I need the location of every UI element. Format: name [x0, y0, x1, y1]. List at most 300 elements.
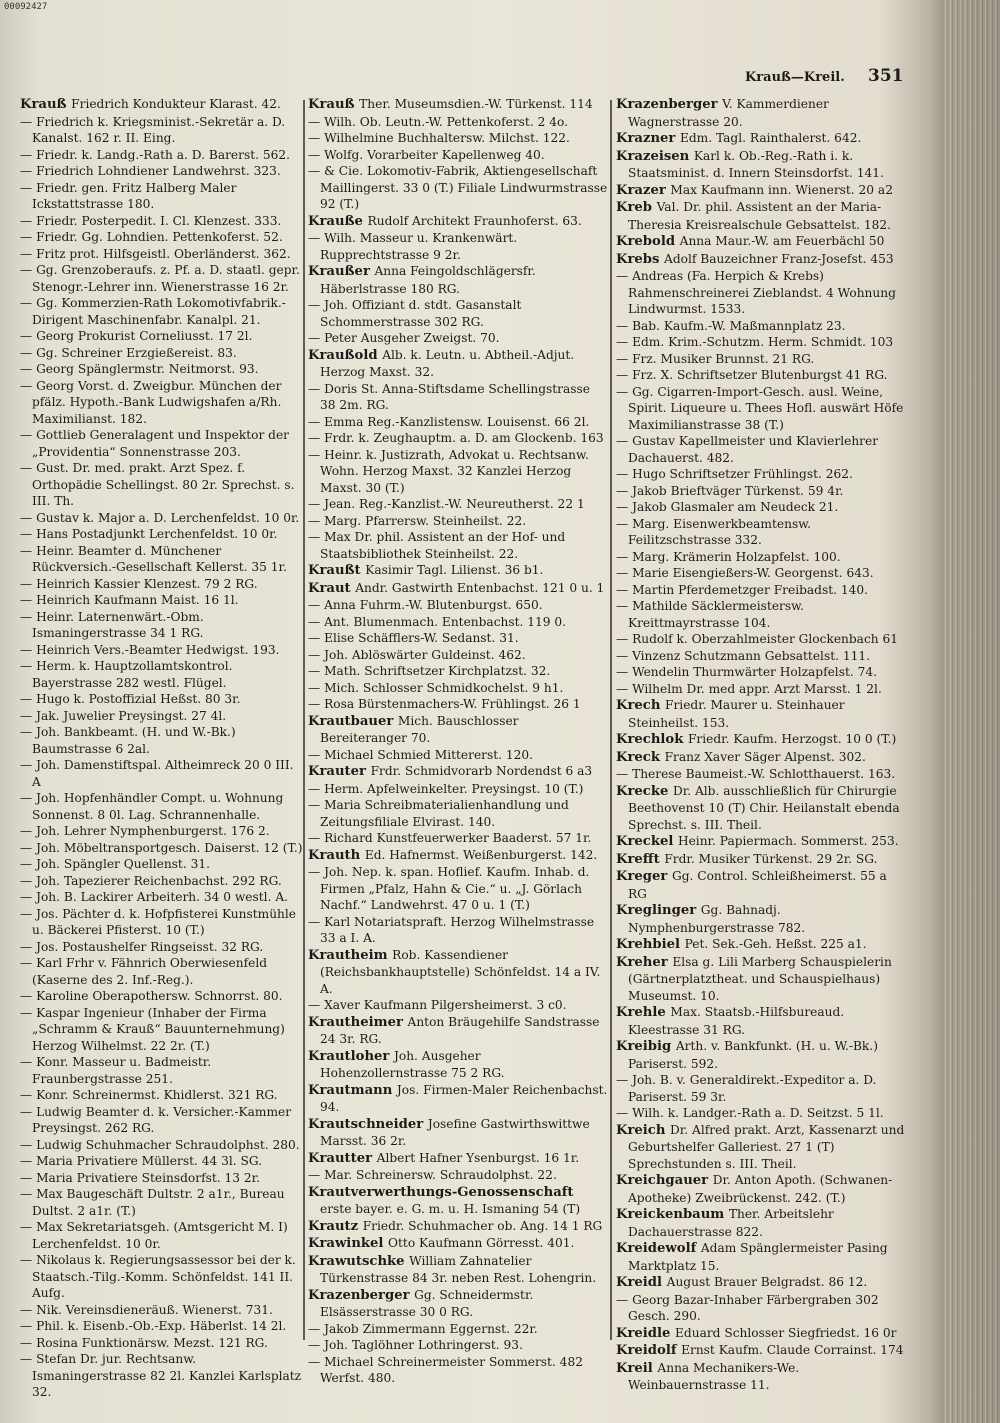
entry-surname: Krazenberger — [616, 97, 723, 112]
entry-surname: Krehbiel — [616, 937, 685, 952]
entry-text: Friedr. gen. Fritz Halberg Maler Ickstattstrasse 180. — [32, 180, 237, 211]
entry-text: Vinzenz Schutzmann Gebsattelst. 111. — [632, 648, 870, 663]
entry-text: Joh. Bankbeamt. (H. und W.-Bk.) Baumstrasse 6 2al. — [32, 725, 236, 756]
entry-surname: Krazner — [616, 131, 680, 146]
entry-text: Heinr. Papiermach. Sommerst. 253. — [677, 834, 899, 848]
entry-surname: Krautheim — [308, 947, 393, 963]
directory-entry — [616, 1072, 908, 1105]
entry-text: Wilhelmine Buchhaltersw. Milchst. 122. — [324, 131, 570, 145]
entry-surname: Kreckel — [616, 834, 678, 849]
directory-entry — [20, 1351, 303, 1401]
entry-text: Wilh. Masseur u. Krankenwärt. Rupprechtstrasse 9 2r. — [320, 231, 518, 262]
directory-entry — [20, 1054, 303, 1087]
directory-entry — [308, 864, 608, 914]
entry-text: Ther. Arbeitslehr Dachauerstrasse 822. — [628, 1207, 834, 1239]
entry-surname: Kreil — [616, 1360, 658, 1376]
directory-entry — [20, 642, 303, 659]
directory-entry — [308, 381, 608, 414]
entry-surname: Kreich — [616, 1122, 671, 1138]
entry-text: Gg. Grenzoberaufs. z. Pf. a. D. staatl. gepr. Stenogr.-Lehrer inn. Wienerstrasse 16 2r. — [32, 263, 300, 294]
entry-text: Marg. Eisenwerkbeamtensw. Feilitzschstrasse 332. — [628, 516, 812, 547]
directory-entry — [616, 433, 908, 466]
entry-text: Friedr. Gg. Lohndien. Pettenkoferst. 52. — [36, 230, 283, 244]
entry-surname: Kreger — [616, 869, 672, 884]
entry-text: Joh. Taglöhner Lothringerst. 93. — [324, 1338, 523, 1352]
entry-surname: Kraut — [308, 580, 356, 596]
directory-entry — [616, 351, 908, 368]
directory-entry — [308, 1235, 608, 1253]
directory-entry — [616, 731, 908, 749]
directory-entry — [308, 1321, 608, 1338]
entry-text: Joh. Lehrer Nymphenburgerst. 176 2. — [36, 824, 270, 838]
directory-entry — [308, 447, 608, 497]
entry-text: Ludwig Schuhmacher Schraudolphst. 280. — [36, 1137, 300, 1152]
entry-text: Joh. Offiziant d. stdt. Gasanstalt Schommerstrasse 302 RG. — [320, 298, 522, 329]
directory-entry — [308, 1167, 608, 1184]
entry-text: Max Sekretariatsgeh. (Amtsgericht M. I) Lerchenfeldst. 10 0r. — [32, 1220, 288, 1251]
directory-entry — [20, 790, 303, 823]
entry-text: Stefan Dr. jur. Rechtsanw. Ismaningerstrasse 82 2l. Kanzlei Karlsplatz 32. — [32, 1352, 302, 1399]
directory-entry — [308, 663, 608, 680]
directory-entry — [308, 1287, 608, 1321]
entry-text: Michael Schreinermeister Sommerst. 482 Werfst. 480. — [320, 1354, 583, 1385]
entry-text: Jos. Firmen-Maler Reichenbachst. 94. — [320, 1082, 608, 1114]
entry-text: Joh. Spängler Quellenst. 31. — [36, 857, 210, 871]
directory-entry — [616, 1240, 908, 1274]
entry-text: Marg. Krämerin Holzapfelst. 100. — [632, 549, 841, 564]
entry-text: Heinr. k. Justizrath, Advokat u. Rechtsanw. Wohn. Herzog Maxst. 32 Kanzlei Herzog Maxst. 30 (T.) — [320, 447, 589, 495]
entry-surname: Kreidolf — [616, 1343, 682, 1358]
entry-text: Mich. Schlosser Schmidkochelst. 9 h1. — [324, 680, 564, 695]
entry-text: Joh. Ausgeher Hohenzollernstrasse 75 2 RG. — [320, 1048, 505, 1080]
directory-entry — [308, 263, 608, 297]
entry-surname: Kreck — [616, 749, 665, 765]
directory-entry — [20, 840, 303, 857]
entry-surname: Krazeisen — [616, 148, 694, 164]
directory-entry — [20, 658, 303, 691]
directory-entry — [308, 529, 608, 562]
entry-text: Gg. Schneidermstr. Elsässerstrasse 30 0 RG. — [320, 1287, 534, 1319]
entry-surname: Krauße — [308, 213, 368, 229]
scan-id: 00092427 — [4, 2, 48, 12]
directory-entry — [308, 147, 608, 164]
directory-entry — [308, 1354, 608, 1387]
entry-text: Jean. Reg.-Kanzlist.-W. Neureutherst. 22 1 — [324, 497, 585, 511]
entry-surname: Krawinkel — [308, 1236, 389, 1251]
directory-entry — [616, 681, 908, 698]
directory-entry — [616, 1360, 908, 1394]
entry-text: Edm. Krim.-Schutzm. Herm. Schmidt. 103 — [632, 335, 894, 349]
entry-text: Marg. Pfarrersw. Steinheilst. 22. — [324, 513, 527, 528]
entry-text: Pet. Sek.-Geh. Heßst. 225 a1. — [684, 937, 867, 951]
entry-text: Elise Schäfflers-W. Sedanst. 31. — [324, 631, 519, 645]
entry-text: Friedrich Kondukteur Klarast. 42. — [71, 97, 281, 111]
entry-text: Nikolaus k. Regierungsassessor bei der k. Staatsch.-Tilg.-Komm. Schönfeldst. 141 II. Aufg. — [32, 1253, 296, 1300]
directory-entry — [20, 213, 303, 230]
entry-text: Frdr. k. Zeughauptm. a. D. am Glockenb. 163 — [324, 431, 604, 445]
directory-entry — [20, 724, 303, 757]
directory-entry — [616, 1292, 908, 1325]
page-number: 351 — [868, 66, 904, 86]
directory-entry — [308, 830, 608, 847]
directory-entry — [616, 664, 908, 681]
entry-text: Ant. Blumenmach. Entenbachst. 119 0. — [324, 614, 567, 629]
entry-text: Friedrich Lohndiener Landwehrst. 323. — [36, 164, 281, 178]
directory-entry — [308, 1218, 608, 1236]
directory-entry — [308, 213, 608, 231]
entry-text: Frz. Musiker Brunnst. 21 RG. — [632, 351, 815, 366]
entry-text: Mich. Bauschlosser Bereiteranger 70. — [320, 713, 519, 745]
directory-entry — [308, 1253, 608, 1287]
directory-entry — [20, 906, 303, 939]
entry-surname: Krawutschke — [308, 1253, 410, 1269]
directory-entry — [616, 516, 908, 549]
directory-entry — [308, 513, 608, 530]
directory-entry — [308, 696, 608, 713]
entry-text: Karl Notariatspraft. Herzog Wilhelmstrasse 33 a I. A. — [320, 914, 595, 945]
entry-text: Anna Mechanikers-We. Weinbauernstrasse 11. — [628, 1360, 800, 1392]
entry-text: Xaver Kaufmann Pilgersheimerst. 3 c0. — [324, 998, 567, 1012]
directory-entry — [308, 997, 608, 1014]
directory-entry — [20, 691, 303, 708]
directory-entry — [308, 614, 608, 631]
directory-entry — [616, 1206, 908, 1240]
directory-entry — [616, 233, 908, 251]
directory-entry — [308, 1048, 608, 1082]
entry-surname: Kraußt — [308, 563, 366, 578]
entry-text: Arth. v. Bankfunkt. (H. u. W.-Bk.) Pariserst. 592. — [628, 1039, 878, 1071]
directory-entry — [308, 330, 608, 347]
directory-entry — [20, 1186, 303, 1219]
entry-surname: Krech — [616, 698, 666, 713]
directory-entry — [308, 781, 608, 798]
entry-text: Edm. Tagl. Rainthalerst. 642. — [679, 131, 862, 145]
entry-surname: Kreher — [616, 954, 673, 970]
entry-text: Gg. Bahnadj. Nymphenburgerstrasse 782. — [628, 903, 806, 935]
entry-text: Eduard Schlosser Siegfriedst. 16 0r — [675, 1325, 897, 1340]
directory-entry — [616, 199, 908, 233]
directory-entry — [308, 947, 608, 998]
directory-entry — [616, 565, 908, 582]
directory-entry — [20, 378, 303, 428]
entry-surname: Kreichgauer — [616, 1173, 713, 1188]
directory-entry — [308, 347, 608, 381]
entry-surname: Krautz — [308, 1218, 363, 1234]
entry-text: Joh. Tapezierer Reichenbachst. 292 RG. — [36, 873, 282, 888]
entry-text: Joh. Ablöswärter Guldeinst. 462. — [324, 647, 526, 662]
directory-entry — [20, 163, 303, 180]
entry-text: Karl Frhr v. Fähnrich Oberwiesenfeld (Kaserne des 2. Inf.-Reg.). — [32, 956, 268, 987]
entry-text: Karl k. Ob.-Reg.-Rath i. k. Staatsminist. d. Innern Steinsdorfst. 141. — [628, 148, 884, 180]
entry-text: Heinrich Kassier Klenzest. 79 2 RG. — [36, 576, 258, 591]
entry-text: Wendelin Thurmwärter Holzapfelst. 74. — [632, 665, 877, 679]
directory-entry — [616, 697, 908, 731]
entry-text: Adolf Bauzeichner Franz-Josefst. 453 — [664, 251, 894, 266]
entry-text: August Brauer Belgradst. 86 12. — [666, 1275, 868, 1289]
directory-entry — [616, 96, 908, 130]
entry-surname: Krazenberger — [308, 1287, 415, 1303]
entry-text: Andreas (Fa. Herpich & Krebs) Rahmenschreinerei Zieblandst. 4 Wohnung Lindwurmst. 1533. — [628, 269, 896, 316]
directory-entry — [616, 182, 908, 200]
entry-text: Rosa Bürstenmachers-W. Frühlingst. 26 1 — [324, 697, 581, 711]
entry-text: Albert Hafner Ysenburgst. 16 1r. — [376, 1150, 580, 1165]
entry-text: Phil. k. Eisenb.-Ob.-Exp. Häberlst. 14 2l. — [36, 1319, 287, 1333]
directory-entry — [308, 1116, 608, 1150]
directory-entry — [308, 96, 608, 114]
directory-entry — [616, 598, 908, 631]
directory-entry — [20, 576, 303, 593]
entry-text: Max Kaufmann inn. Wienerst. 20 a2 — [670, 182, 893, 197]
entry-text: Friedr. Kaufm. Herzogst. 10 0 (T.) — [687, 732, 897, 746]
entry-text: Heinr. Beamter d. Münchener Rückversich.-Gesellschaft Kellerst. 35 1r. — [32, 543, 287, 574]
entry-text: Joh. B. v. Generaldirekt.-Expeditor a. D. Pariserst. 59 3r. — [628, 1073, 877, 1104]
entry-text: Joh. Möbeltransportgesch. Daiserst. 12 (T.) — [36, 840, 303, 855]
directory-entry — [20, 543, 303, 576]
entry-surname: Kreb — [616, 200, 657, 215]
entry-text: V. Kammerdiener Wagnerstrasse 20. — [628, 97, 829, 129]
entry-text: Otto Kaufmann Görresst. 401. — [388, 1236, 575, 1250]
directory-entry — [616, 749, 908, 767]
entry-text: Max Baugeschäft Dultstr. 2 a1r., Bureau Dultst. 2 a1r. (T.) — [32, 1187, 285, 1218]
entry-surname: Krefft — [616, 851, 665, 867]
directory-entry — [616, 367, 908, 384]
directory-entry — [308, 597, 608, 614]
entry-text: Gg. Control. Schleißheimerst. 55 a RG — [628, 869, 887, 901]
directory-entry — [616, 483, 908, 500]
entry-surname: Krauß — [308, 97, 360, 112]
directory-entry — [20, 1252, 303, 1302]
entry-text: Heinrich Vers.-Beamter Hedwigst. 193. — [36, 642, 280, 657]
entry-text: Gottlieb Generalagent und Inspektor der „Providentia“ Sonnenstrasse 203. — [32, 428, 289, 459]
column-rule — [610, 100, 612, 1340]
directory-entry — [20, 114, 303, 147]
directory-entry — [616, 1274, 908, 1292]
entry-surname: Krautbauer — [308, 713, 398, 729]
directory-entry — [20, 1302, 303, 1319]
entry-text: Fritz prot. Hilfsgeistl. Oberländerst. 362. — [36, 246, 291, 261]
entry-text: Konr. Masseur u. Badmeistr. Fraunbergstrasse 251. — [32, 1055, 212, 1086]
running-header: Krauß—Kreil. — [745, 70, 845, 85]
directory-entry — [20, 229, 303, 246]
directory-entry — [20, 939, 303, 956]
directory-entry — [20, 526, 303, 543]
directory-entry — [20, 246, 303, 263]
entry-text: Maria Privatiere Steinsdorfst. 13 2r. — [36, 1170, 261, 1185]
entry-text: Rudolf Architekt Fraunhoferst. 63. — [367, 213, 582, 228]
entry-text: Mar. Schreinersw. Schraudolphst. 22. — [324, 1168, 557, 1182]
directory-entry — [308, 680, 608, 697]
directory-entry — [616, 851, 908, 869]
entry-text: Max. Staatsb.-Hilfsbureaud. Kleestrasse 31 RG. — [628, 1005, 845, 1037]
directory-entry — [616, 1172, 908, 1206]
entry-text: Herm. k. Hauptzollamtskontrol. Bayerstrasse 282 westl. Flügel. — [32, 659, 233, 690]
entry-text: Richard Kunstfeuerwerker Baaderst. 57 1r. — [324, 831, 592, 845]
directory-column-1 — [20, 96, 303, 1399]
directory-entry — [20, 427, 303, 460]
entry-text: William Zahnatelier Türkenstrasse 84 3r. neben Rest. Lohengrin. — [320, 1253, 597, 1285]
entry-text: Hugo k. Postoffizial Heßst. 80 3r. — [36, 692, 241, 706]
entry-text: Hans Postadjunkt Lerchenfeldst. 10 0r. — [36, 527, 278, 541]
entry-text: Gg. Cigarren-Import-Gesch. ausl. Weine, Spirit. Liqueure u. Thees Hofl. auswärt Höfe Maximilianstrasse 38 (T.) — [628, 384, 904, 432]
entry-text: Rosina Funktionärsw. Mezst. 121 RG. — [36, 1335, 268, 1350]
directory-entry — [308, 797, 608, 830]
directory-entry — [308, 562, 608, 580]
directory-entry — [308, 1150, 608, 1168]
entry-text: Alb. k. Leutn. u. Abtheil.-Adjut. Herzog Maxst. 32. — [320, 347, 575, 379]
entry-text: Jakob Zimmermann Eggernst. 22r. — [324, 1321, 538, 1336]
entry-text: Friedr. Posterpedit. I. Cl. Klenzest. 333. — [36, 213, 282, 228]
directory-entry — [616, 334, 908, 351]
entry-text: Jos. Postaushelfer Ringseisst. 32 RG. — [36, 939, 264, 954]
entry-surname: Krautschneider — [308, 1116, 428, 1132]
directory-entry — [616, 466, 908, 483]
directory-entry — [308, 414, 608, 431]
entry-text: Doris St. Anna-Stiftsdame Schellingstrasse 38 2m. RG. — [320, 381, 590, 412]
entry-surname: Krautheimer — [308, 1014, 408, 1030]
directory-entry — [20, 823, 303, 840]
directory-entry — [308, 763, 608, 781]
entry-text: Jakob Brieftväger Türkenst. 59 4r. — [632, 483, 844, 498]
entry-surname: Krautverwerthungs-Genossenschaft — [308, 1184, 574, 1200]
directory-entry — [20, 1219, 303, 1252]
directory-entry — [308, 1082, 608, 1116]
directory-entry — [308, 580, 608, 598]
entry-surname: Krecke — [616, 783, 673, 799]
entry-text: Joh. B. Lackirer Arbeiterh. 34 0 westl. A. — [36, 890, 288, 904]
entry-surname: Kreickenbaum — [616, 1207, 729, 1222]
entry-text: Friedr. k. Landg.-Rath a. D. Barerst. 562. — [36, 147, 290, 162]
directory-entry — [20, 345, 303, 362]
entry-text: Joh. Hopfenhändler Compt. u. Wohnung Sonnenst. 8 0l. Lag. Schrannenhalle. — [32, 791, 284, 822]
directory-entry — [20, 295, 303, 328]
directory-entry — [20, 147, 303, 164]
entry-text: Georg Spänglermstr. Neitmorst. 93. — [36, 362, 259, 376]
entry-surname: Kraußold — [308, 347, 383, 363]
entry-surname: Kreglinger — [616, 903, 701, 918]
directory-entry — [616, 954, 908, 1005]
entry-surname: Krauth — [308, 847, 365, 863]
entry-surname: Krautloher — [308, 1048, 394, 1064]
entry-text: Jakob Glasmaler am Neudeck 21. — [632, 500, 839, 514]
entry-text: Maria Schreibmaterialienhandlung und Zeitungsfiliale Elvirast. 140. — [320, 798, 569, 829]
directory-entry — [308, 496, 608, 513]
directory-entry — [20, 1137, 303, 1154]
entry-text: erste bayer. e. G. m. u. H. Ismaning 54 (T) — [320, 1202, 581, 1216]
directory-entry — [20, 1087, 303, 1104]
entry-text: Ed. Hafnermst. Weißenburgerst. 142. — [364, 847, 598, 862]
directory-entry — [616, 783, 908, 834]
directory-entry — [616, 1342, 908, 1360]
entry-text: Frdr. Schmidvorarb Nordendst 6 a3 — [370, 764, 593, 778]
directory-column-2 — [308, 96, 608, 1385]
entry-text: Georg Bazar-Inhaber Färbergraben 302 Gesch. 290. — [628, 1292, 879, 1323]
directory-entry — [616, 384, 908, 434]
directory-entry — [20, 856, 303, 873]
directory-entry — [616, 902, 908, 936]
directory-entry — [616, 148, 908, 182]
entry-text: Bab. Kaufm.-W. Maßmannplatz 23. — [632, 318, 846, 333]
directory-entry — [20, 1005, 303, 1055]
directory-entry — [616, 499, 908, 516]
entry-text: Gg. Kommerzien-Rath Lokomotivfabrik.-Dirigent Maschinenfabr. Kanalpl. 21. — [32, 296, 286, 327]
entry-text: Wilh. k. Landger.-Rath a. D. Seitzst. 5 1l. — [632, 1106, 884, 1120]
entry-text: Herm. Apfelweinkelter. Preysingst. 10 (T.) — [324, 781, 584, 796]
entry-surname: Krazer — [616, 182, 671, 198]
entry-text: Karoline Oberapothersw. Schnorrst. 80. — [36, 989, 283, 1003]
directory-entry — [308, 1184, 608, 1218]
directory-entry — [616, 833, 908, 851]
entry-text: Peter Ausgeher Zweigst. 70. — [324, 331, 500, 345]
directory-entry — [616, 1105, 908, 1122]
entry-text: Wolfg. Vorarbeiter Kapellenweg 40. — [324, 147, 545, 162]
directory-entry — [308, 1337, 608, 1354]
entry-text: Anna Feingoldschlägersfr. Häberlstrasse 180 RG. — [320, 264, 536, 296]
entry-text: Adam Spänglermeister Pasing Marktplatz 15. — [628, 1241, 888, 1273]
entry-surname: Kraußer — [308, 264, 375, 279]
directory-entry — [20, 1104, 303, 1137]
directory-entry — [616, 631, 908, 648]
directory-entry — [20, 510, 303, 527]
entry-text: Dr. Alb. ausschließlich für Chirurgie Beethovenst 10 (T) Chir. Heilanstalt ebenda Sprechst. s. III. Theil. — [628, 783, 900, 832]
directory-entry — [308, 430, 608, 447]
directory-entry — [308, 713, 608, 747]
directory-entry — [308, 163, 608, 213]
directory-entry — [616, 549, 908, 566]
directory-entry — [308, 297, 608, 330]
entry-text: Wilh. Ob. Leutn.-W. Pettenkoferst. 2 4o. — [324, 114, 568, 129]
directory-entry — [20, 1335, 303, 1352]
directory-entry — [20, 988, 303, 1005]
entry-text: Friedr. Schuhmacher ob. Ang. 14 1 RG — [362, 1218, 603, 1233]
entry-surname: Krauter — [308, 764, 371, 779]
entry-text: Mathilde Säcklermeistersw. Kreittmayrstrasse 104. — [628, 599, 804, 630]
directory-entry — [20, 609, 303, 642]
entry-text: Andr. Gastwirth Entenbachst. 121 0 u. 1 — [355, 580, 605, 595]
entry-text: Rudolf k. Oberzahlmeister Glockenbach 61 — [632, 632, 899, 646]
directory-column-3 — [616, 96, 908, 1392]
directory-entry — [308, 130, 608, 147]
page-edge-stack — [944, 0, 1000, 1423]
entry-text: Josefine Gastwirthswittwe Marsst. 36 2r. — [320, 1116, 590, 1148]
entry-text: Marie Eisengießers-W. Georgenst. 643. — [632, 566, 874, 580]
entry-text: Anton Bräugehilfe Sandstrasse 24 3r. RG. — [320, 1014, 600, 1046]
entry-surname: Krautmann — [308, 1082, 397, 1098]
entry-text: Anna Fuhrm.-W. Blutenburgst. 650. — [324, 598, 543, 612]
entry-text: Ther. Museumsdien.-W. Türkenst. 114 — [359, 97, 593, 111]
entry-text: Ludwig Beamter d. k. Versicher.-Kammer Preysingst. 262 RG. — [32, 1104, 292, 1135]
directory-entry — [308, 114, 608, 131]
entry-text: Rob. Kassendiener (Reichsbankhauptstelle) Schönfeldst. 14 a IV. A. — [320, 947, 601, 996]
directory-entry — [20, 328, 303, 345]
directory-entry — [308, 747, 608, 764]
directory-entry — [616, 268, 908, 318]
entry-surname: Krauß — [20, 97, 72, 112]
entry-text: Gg. Schreiner Erzgießereist. 83. — [36, 345, 237, 360]
entry-text: Georg Vorst. d. Zweigbur. München der pfälz. Hypoth.-Bank Ludwigshafen a/Rh. Maximilianst. 182. — [32, 378, 282, 426]
directory-entry — [20, 96, 303, 114]
directory-entry — [616, 130, 908, 148]
entry-surname: Kreidl — [616, 1275, 667, 1290]
entry-text: Maria Privatiere Müllerst. 44 3l. SG. — [36, 1154, 263, 1168]
entry-surname: Krehle — [616, 1005, 671, 1020]
directory-entry — [308, 1014, 608, 1048]
directory-entry — [20, 180, 303, 213]
directory-entry — [20, 873, 303, 890]
directory-entry — [616, 868, 908, 902]
directory-entry — [616, 766, 908, 783]
entry-text: Friedrich k. Kriegsminist.-Sekretär a. D. Kanalst. 162 r. II. Eing. — [32, 114, 286, 145]
entry-surname: Krebs — [616, 251, 665, 267]
